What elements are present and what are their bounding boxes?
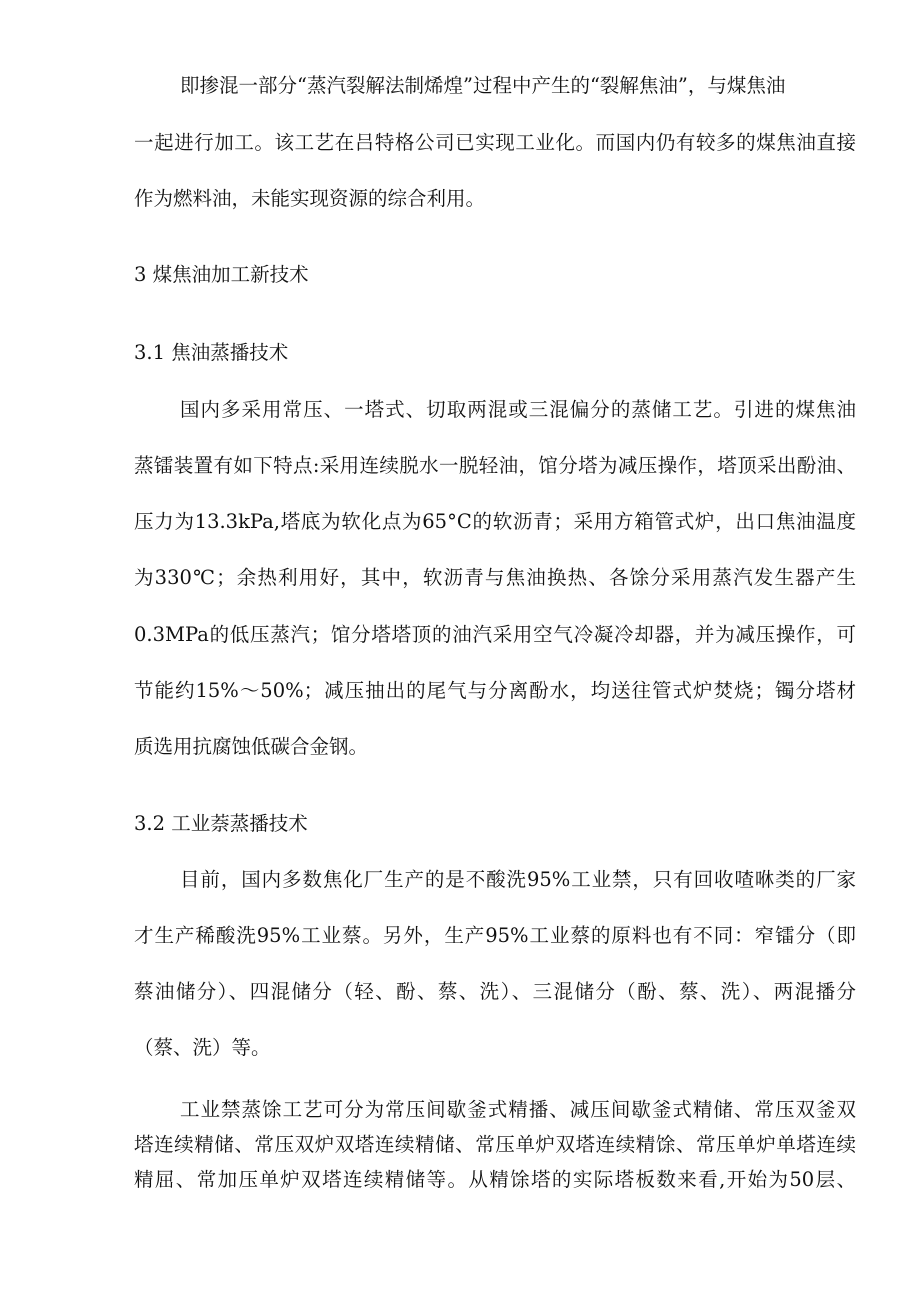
- paragraph-1-line-1: 即掺混一部分“蒸汽裂解法制烯煌”过程中产生的“裂解焦油”，与煤焦油: [180, 74, 786, 97]
- section-3-2-line-3: 蔡油储分）、四混储分（轻、酚、蔡、洗）、三混储分（酚、蔡、洗）、两混播分: [134, 980, 856, 1003]
- dense-paragraph-line-3: 精屈、常加压单炉双塔连续精储等。从精馀塔的实际塔板数来看,开始为50层、: [134, 1168, 856, 1191]
- section-3-1-line-7: 质选用抗腐蚀低碳合金钢。: [134, 735, 369, 758]
- paragraph-1-line-2: 一起进行加工。该工艺在吕特格公司已实现工业化。而国内仍有较多的煤焦油直接: [134, 131, 856, 154]
- section-3-1-heading: 3.1 焦油蒸播技术: [134, 341, 289, 364]
- dense-paragraph-line-2: 塔连续精储、常压双炉双塔连续精储、常压单炉双塔连续精馀、常压单炉单塔连续: [134, 1133, 856, 1156]
- section-3-2-line-2: 才生产稀酸洗95%工业蔡。另外，生产95%工业蔡的原料也有不同：窄镭分（即: [134, 924, 856, 947]
- dense-paragraph-line-1: 工业禁蒸馀工艺可分为常压间歇釜式精播、减压间歇釜式精储、常压双釜双: [180, 1098, 856, 1121]
- section-3-1-line-3: 压力为13.3kPa,塔底为软化点为65°C的软沥青；采用方箱管式炉，出口焦油温度: [134, 510, 856, 533]
- section-3-1-line-5: 0.3MPa的低压蒸汽；馆分塔塔顶的油汽采用空气冷凝冷却器，并为减压操作，可: [134, 623, 856, 646]
- section-3-heading: 3 煤焦油加工新技术: [134, 263, 309, 286]
- section-3-1-line-1: 国内多采用常压、一塔式、切取两混或三混偏分的蒸储工艺。引进的煤焦油: [180, 398, 856, 421]
- section-3-1-line-6: 节能约15%～50%；减压抽出的尾气与分离酚水，均送往管式炉焚烧；镯分塔材: [134, 679, 856, 702]
- section-3-2-line-4: （蔡、洗）等。: [134, 1036, 271, 1059]
- section-3-1-line-2: 蒸镭装置有如下特点:采用连续脱水一脱轻油，馆分塔为减压操作，塔顶采出酚油、: [134, 454, 856, 477]
- section-3-2-line-1: 目前，国内多数焦化厂生产的是不酸洗95%工业禁，只有回收喳咻类的厂家: [180, 868, 856, 891]
- section-3-2-heading: 3.2 工业萘蒸播技术: [134, 812, 308, 835]
- paragraph-1-line-3: 作为燃料油，未能实现资源的综合利用。: [134, 187, 486, 210]
- section-3-2-dense-paragraph: [134, 1092, 856, 1197]
- section-3-1-line-4: 为330℃；余热利用好，其中，软沥青与焦油换热、各馀分采用蒸汽发生器产生: [134, 566, 856, 589]
